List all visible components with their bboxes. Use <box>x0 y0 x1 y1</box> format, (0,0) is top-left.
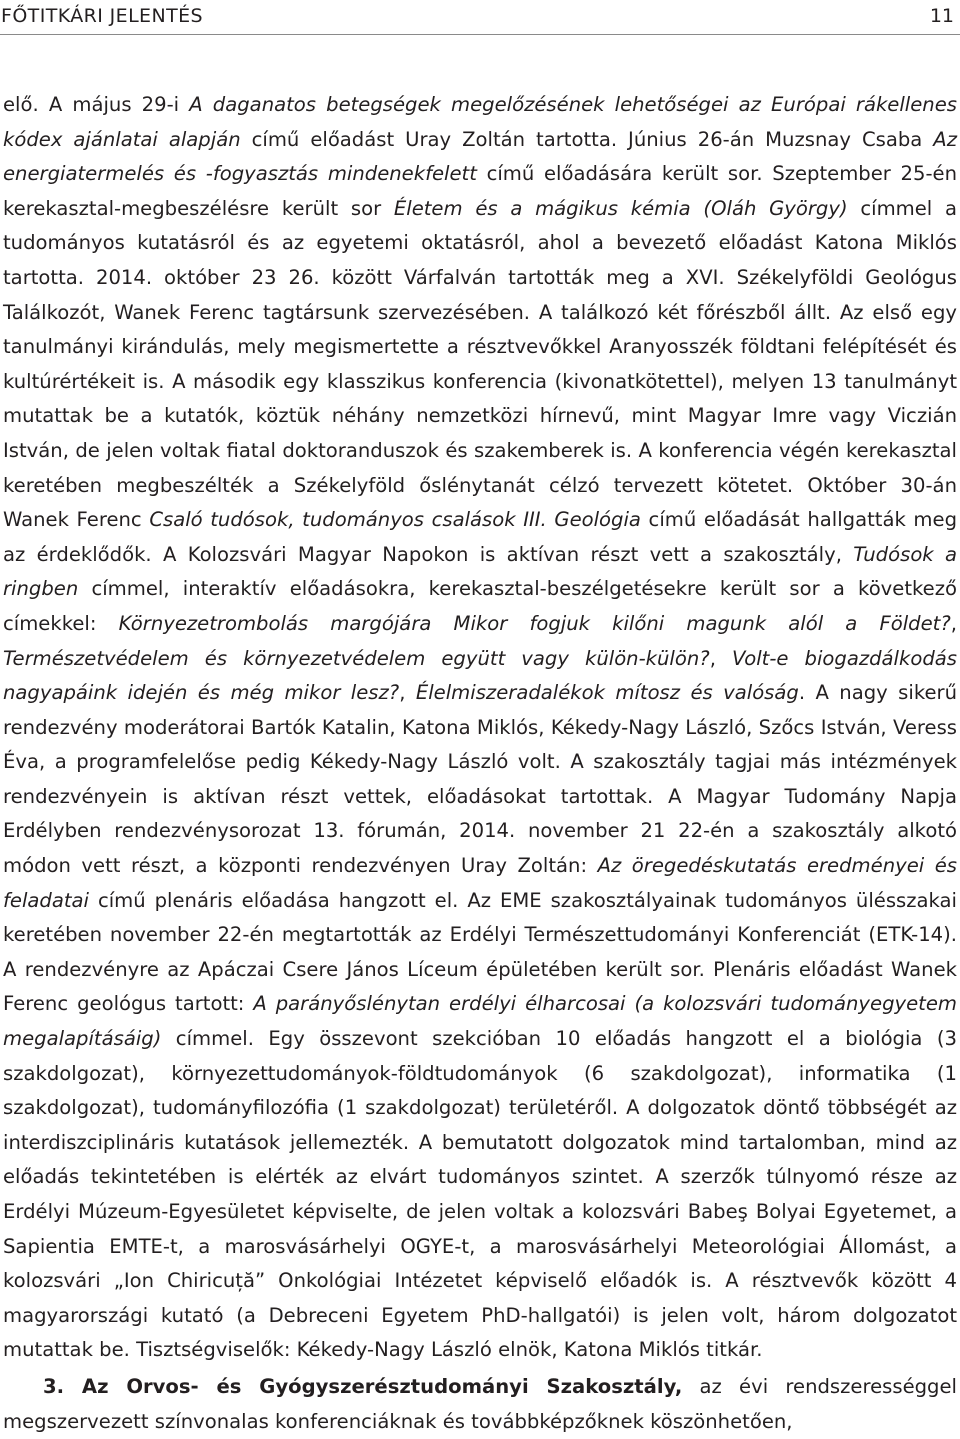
text-run: . A nagy sikerű rendezvény moderátorai Bartók Katalin, Katona Miklós, Kékedy-Nagy László, Szőcs István, Veress Éva, a programfelelőse pedig Kékedy-Nagy László volt. A szakosztály tagjai más intézmények rendezvényein is aktívan részt vettek, előadásokat tartottak. A Magyar Tudomány Napja Erdélyben rendezvénysorozat 13. fórumán, 2014. november 21 22-én a szakosztály alkotó módon vett részt, a központi rendezvényen Uray Zoltán: <box>3 681 958 878</box>
italic-title-run: A parányőslénytan erdélyi élharcosai (a kolozsvári tudományegyetem megalapításáig) <box>3 992 957 1051</box>
text-run: címmel, interaktív előadásokra, kerekasztal-beszélgetésekre került sor a következő címekkel: <box>3 577 957 635</box>
italic-title-run: Élelmiszeradalékok mítosz és valóság <box>415 681 799 705</box>
italic-title-run: Környezetrombolás margójára Mikor fogjuk kilőni magunk alól a Földet? <box>118 611 951 635</box>
running-header-title: FŐTITKÁRI JELENTÉS <box>1 5 203 27</box>
text-run: , <box>709 646 732 670</box>
section-heading: 3. Az Orvos- és Gyógyszerésztudományi Szakosztály, <box>43 1375 683 1398</box>
running-header <box>0 0 960 35</box>
text-run: , <box>950 611 957 635</box>
italic-title-run: Csaló tudósok, tudományos csalások III. <box>149 508 547 532</box>
section-intro-text: az évi rendszerességgel megszervezett színvonalas konferenciáknak és továbbképzőknek köszönhetően, <box>3 1375 957 1433</box>
italic-title-run: Természetvédelem és környezetvédelem együtt vagy külön-külön? <box>3 646 710 670</box>
italic-title-run: Életem és a mágikus kémia (Oláh György) <box>393 196 848 220</box>
italic-title-run: Tudósok a ringben <box>3 542 957 601</box>
text-run: címmel. Egy összevont szekcióban 10 előadás hangzott el a biológia (3 szakdolgozat), környezettudományok-földtudományok (6 szakdolgozat), informatika (1 szakdolgozat), tudományfilozófia (1 szakdolgozat) területéről. A dolgozatok döntő többségét az interdiszciplináris kutatások jellemezték. A bemutatott dolgozatok mind tartalomban, mind az előadás tekintetében is elérték az elvárt tudományos szintet. A szerzők túlnyomó része az Erdélyi Múzeum-Egyesületet képviselte, de jelen voltak a kolozsvári Babeş Bolyai Egyetemet, a Sapientia EMTE-t, a marosvásárhelyi OGYE-t, a marosvásárhelyi Meteorológiai Állomást, a kolozsvári „Ion Chiricuță” Onkológiai Intézetet képviselő előadók is. A résztvevők között 4 magyarországi kutató (a Debreceni Egyetem PhD-hallgatói) is jelen volt, három dolgozatot mutattak be. Tisztségviselők: Kékedy-Nagy László elnök, Katona Miklós titkár. <box>3 1027 957 1362</box>
italic-title-run: Geológia <box>554 508 641 532</box>
page-number: 11 <box>929 5 954 27</box>
italic-title-run: Volt-e biogazdálkodás nagyapáink idején és még mikor lesz? <box>3 646 957 705</box>
italic-title-run: Az öregedéskutatás eredményei és feladatai <box>3 854 957 912</box>
italic-title-run: Az energiatermelés és -fogyasztás mindenekfelett <box>3 127 957 186</box>
section-paragraph <box>3 1370 957 1439</box>
text-run: elő. A május 29-i <box>3 93 190 116</box>
text-run: című plenáris előadása hangzott el. Az EME szakosztályainak tudományos ülésszakai keretében november 22-én megtartották az Erdélyi Természettudományi Konferenciát (ETK-14). A rendezvényre az Apáczai Csere János Líceum épületében került sor. Plenáris előadást Wanek Ferenc geológus tartott: <box>3 888 957 1016</box>
text-run: című előadást Uray Zoltán tartotta. Június 26-án Muzsnay Csaba <box>240 127 934 151</box>
italic-title-run: A daganatos betegségek megelőzésének lehetőségei az Európai rákellenes kódex ajánlatai alapján <box>3 93 957 151</box>
text-run: , <box>399 681 416 705</box>
body-paragraph <box>3 88 957 1368</box>
text-run: című előadására került sor. Szeptember 25-én kerekasztal-megbeszélésre került sor <box>3 162 957 220</box>
text-run: című előadását hallgatták meg az érdeklődők. A Kolozsvári Magyar Napokon is aktívan részt vett a szakosztály, <box>3 508 958 566</box>
text-run: címmel a tudományos kutatásról és az egyetemi oktatásról, ahol a bevezető előadást Katona Miklós tartotta. 2014. október 23 26. között Várfalván tartották meg a XVI. Székelyföldi Geológus Találkozót, Wanek Ferenc tagtársunk szervezésében. A találkozó két főrészből állt. Az első egy tanulmányi kirándulás, mely megismertette a résztvevőkkel Aranyosszék földtani felépítését és kultúrértékeit is. A második egy klasszikus konferencia (kivonatkötettel), melyen 13 tanulmányt mutattak be a kutatók, köztük néhány nemzetközi hírnevű, mint Magyar Imre vagy Viczián István, de jelen voltak fiatal doktoranduszok és szakemberek is. A konferencia végén kerekasztal keretében megbeszélték a Székelyföld őslénytanát célzó tervezett kötetet. Október 30-án Wanek Ferenc <box>3 196 957 532</box>
